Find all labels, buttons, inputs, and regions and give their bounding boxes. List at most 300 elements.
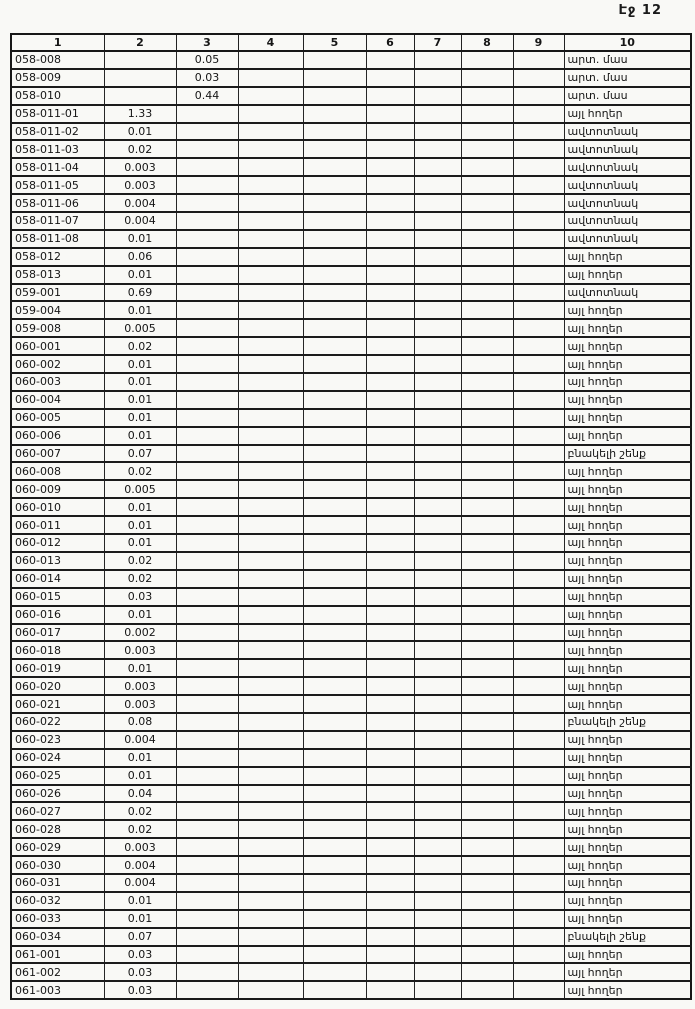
cell-code: 060-012 [11, 534, 104, 552]
cell-code: 058-013 [11, 266, 104, 284]
cell-empty [366, 624, 414, 642]
cell-empty [303, 910, 366, 928]
cell-empty [414, 498, 461, 516]
cell-value: 0.004 [104, 874, 176, 892]
cell-empty [461, 892, 513, 910]
cell-empty [176, 802, 238, 820]
cell-empty [238, 373, 303, 391]
cell-value: 0.01 [104, 606, 176, 624]
cell-land-use: այլ հողեր [564, 767, 691, 785]
table-row [11, 838, 691, 856]
cell-empty [366, 194, 414, 212]
cell-value: 0.005 [104, 480, 176, 498]
cell-land-use: այլ հողեր [564, 534, 691, 552]
cell-empty [176, 516, 238, 534]
table-row [11, 391, 691, 409]
table-row [11, 820, 691, 838]
cell-empty [461, 731, 513, 749]
cell-empty [513, 677, 564, 695]
cell-empty [461, 194, 513, 212]
cell-empty [303, 51, 366, 69]
cell-land-use: այլ հողեր [564, 105, 691, 123]
table-row [11, 928, 691, 946]
cell-empty [414, 785, 461, 803]
cell-empty [414, 963, 461, 981]
cell-empty [238, 427, 303, 445]
cell-value: 0.01 [104, 910, 176, 928]
cell-empty [238, 498, 303, 516]
cell-value: 0.01 [104, 892, 176, 910]
table-row [11, 69, 691, 87]
cell-empty [303, 337, 366, 355]
cell-code: 060-014 [11, 570, 104, 588]
cell-empty [238, 624, 303, 642]
cell-empty [238, 409, 303, 427]
cell-empty [366, 337, 414, 355]
cell-land-use: այլ հողեր [564, 301, 691, 319]
cell-empty [176, 284, 238, 302]
cell-land-use: այլ հողեր [564, 480, 691, 498]
cell-code: 060-007 [11, 445, 104, 463]
cell-empty [414, 838, 461, 856]
cell-empty [414, 123, 461, 141]
table-row [11, 176, 691, 194]
cell-empty [366, 51, 414, 69]
cell-empty [513, 373, 564, 391]
cell-empty [513, 767, 564, 785]
cell-value: 0.01 [104, 373, 176, 391]
cell-empty [461, 802, 513, 820]
cell-empty [366, 391, 414, 409]
cell-empty [513, 230, 564, 248]
cell-empty [366, 928, 414, 946]
cell-empty [366, 462, 414, 480]
table-row [11, 373, 691, 391]
cell-empty [513, 928, 564, 946]
cell-empty [366, 480, 414, 498]
cell-code: 061-003 [11, 981, 104, 999]
table-row [11, 892, 691, 910]
cell-empty [104, 69, 176, 87]
cell-empty [366, 158, 414, 176]
cell-code: 060-023 [11, 731, 104, 749]
cell-empty [461, 337, 513, 355]
cell-code: 060-005 [11, 409, 104, 427]
table-row [11, 480, 691, 498]
cell-empty [513, 713, 564, 731]
cell-value: 0.01 [104, 123, 176, 141]
table-row [11, 856, 691, 874]
table-row [11, 248, 691, 266]
cell-empty [238, 659, 303, 677]
cell-empty [303, 677, 366, 695]
cell-land-use: ավտոտնակ [564, 212, 691, 230]
cell-empty [176, 606, 238, 624]
cell-empty [176, 391, 238, 409]
cell-empty [176, 123, 238, 141]
cell-empty [176, 981, 238, 999]
table-row [11, 588, 691, 606]
cell-empty [366, 230, 414, 248]
cell-empty [414, 946, 461, 964]
cell-empty [238, 802, 303, 820]
cell-empty [238, 445, 303, 463]
cell-empty [303, 981, 366, 999]
cell-empty [513, 105, 564, 123]
table-row [11, 87, 691, 105]
cell-empty [176, 695, 238, 713]
cell-empty [366, 373, 414, 391]
cell-empty [461, 140, 513, 158]
column-header: 6 [366, 34, 414, 51]
cell-empty [461, 373, 513, 391]
cell-value: 0.01 [104, 230, 176, 248]
cell-empty [238, 284, 303, 302]
cell-empty [461, 695, 513, 713]
cell-empty [461, 749, 513, 767]
column-header: 3 [176, 34, 238, 51]
cell-code: 061-002 [11, 963, 104, 981]
cell-land-use: արտ. մաս [564, 69, 691, 87]
page-number: Էջ 12 [618, 3, 662, 18]
cell-code: 060-008 [11, 462, 104, 480]
cell-code: 059-001 [11, 284, 104, 302]
cell-empty [513, 69, 564, 87]
cell-empty [513, 874, 564, 892]
cell-empty [238, 158, 303, 176]
cell-value: 0.02 [104, 570, 176, 588]
table-header-row [11, 34, 691, 51]
cell-code: 058-011-07 [11, 212, 104, 230]
cell-empty [303, 230, 366, 248]
cell-empty [414, 158, 461, 176]
cell-empty [303, 749, 366, 767]
cell-land-use: այլ հողեր [564, 552, 691, 570]
cell-empty [513, 695, 564, 713]
cell-empty [461, 713, 513, 731]
table-row [11, 874, 691, 892]
cell-empty [513, 946, 564, 964]
column-header: 9 [513, 34, 564, 51]
cell-empty [461, 427, 513, 445]
cell-empty [366, 105, 414, 123]
cell-empty [414, 928, 461, 946]
cell-empty [513, 910, 564, 928]
cell-code: 060-026 [11, 785, 104, 803]
cell-code: 060-022 [11, 713, 104, 731]
cell-empty [176, 445, 238, 463]
cell-empty [366, 248, 414, 266]
cell-value: 0.02 [104, 462, 176, 480]
cell-empty [176, 498, 238, 516]
cell-empty [238, 176, 303, 194]
cell-empty [513, 534, 564, 552]
cell-land-use: այլ հողեր [564, 677, 691, 695]
cell-code: 060-021 [11, 695, 104, 713]
cell-code: 060-013 [11, 552, 104, 570]
cell-empty [303, 570, 366, 588]
cell-empty [176, 856, 238, 874]
cell-empty [303, 516, 366, 534]
cell-empty [176, 767, 238, 785]
cell-empty [414, 301, 461, 319]
cell-empty [238, 838, 303, 856]
cell-land-use: այլ հողեր [564, 946, 691, 964]
cell-empty [303, 802, 366, 820]
cell-land-use: այլ հողեր [564, 391, 691, 409]
cell-empty [513, 194, 564, 212]
cell-empty [176, 624, 238, 642]
table-row [11, 266, 691, 284]
cell-code: 060-010 [11, 498, 104, 516]
cell-empty [414, 534, 461, 552]
cell-empty [414, 445, 461, 463]
cell-empty [176, 337, 238, 355]
cell-empty [414, 624, 461, 642]
cell-code: 060-011 [11, 516, 104, 534]
cell-empty [461, 838, 513, 856]
cell-empty [513, 963, 564, 981]
cell-empty [303, 963, 366, 981]
cell-land-use: այլ հողեր [564, 516, 691, 534]
cell-empty [303, 856, 366, 874]
cell-empty [414, 570, 461, 588]
cell-empty [461, 767, 513, 785]
cell-empty [513, 498, 564, 516]
cell-code: 060-009 [11, 480, 104, 498]
cell-empty [414, 230, 461, 248]
cell-empty [366, 749, 414, 767]
cell-empty [513, 462, 564, 480]
cell-value: 0.003 [104, 641, 176, 659]
data-table [10, 33, 692, 1000]
cell-empty [461, 785, 513, 803]
cell-empty [461, 319, 513, 337]
table-row [11, 105, 691, 123]
cell-empty [461, 874, 513, 892]
cell-empty [176, 838, 238, 856]
cell-empty [238, 480, 303, 498]
cell-code: 060-020 [11, 677, 104, 695]
cell-code: 058-011-04 [11, 158, 104, 176]
cell-empty [414, 981, 461, 999]
cell-land-use: այլ հողեր [564, 910, 691, 928]
cell-empty [238, 552, 303, 570]
cell-value: 0.003 [104, 158, 176, 176]
cell-land-use: այլ հողեր [564, 570, 691, 588]
cell-empty [513, 319, 564, 337]
table-row [11, 427, 691, 445]
cell-empty [513, 624, 564, 642]
cell-code: 060-025 [11, 767, 104, 785]
cell-empty [461, 856, 513, 874]
cell-empty [303, 534, 366, 552]
cell-empty [176, 373, 238, 391]
cell-empty [414, 176, 461, 194]
column-header: 4 [238, 34, 303, 51]
cell-empty [414, 87, 461, 105]
table-row [11, 910, 691, 928]
cell-empty [238, 695, 303, 713]
cell-land-use: ավտոտնակ [564, 230, 691, 248]
cell-empty [366, 963, 414, 981]
cell-value: 0.01 [104, 516, 176, 534]
cell-empty [461, 606, 513, 624]
table-row [11, 284, 691, 302]
cell-empty [303, 946, 366, 964]
cell-empty [366, 802, 414, 820]
cell-empty [414, 749, 461, 767]
cell-empty [414, 713, 461, 731]
cell-value: 0.004 [104, 194, 176, 212]
cell-empty [366, 552, 414, 570]
cell-empty [176, 534, 238, 552]
cell-empty [366, 946, 414, 964]
cell-land-use: բնակելի շենք [564, 928, 691, 946]
cell-value: 0.03 [104, 981, 176, 999]
table-row [11, 462, 691, 480]
cell-empty [366, 856, 414, 874]
cell-value: 0.69 [104, 284, 176, 302]
cell-empty [303, 838, 366, 856]
cell-empty [366, 409, 414, 427]
cell-empty [176, 641, 238, 659]
cell-empty [414, 588, 461, 606]
cell-land-use: այլ հողեր [564, 266, 691, 284]
cell-code: 058-010 [11, 87, 104, 105]
table-body [11, 51, 691, 999]
cell-empty [366, 355, 414, 373]
cell-empty [461, 570, 513, 588]
cell-empty [176, 409, 238, 427]
cell-empty [238, 391, 303, 409]
table-row [11, 767, 691, 785]
cell-empty [414, 659, 461, 677]
table-row [11, 802, 691, 820]
cell-empty [414, 874, 461, 892]
cell-empty [513, 856, 564, 874]
cell-value: 0.003 [104, 677, 176, 695]
cell-empty [303, 123, 366, 141]
table-row [11, 123, 691, 141]
cell-empty [366, 87, 414, 105]
cell-empty [414, 391, 461, 409]
cell-empty [461, 123, 513, 141]
cell-empty [461, 409, 513, 427]
cell-land-use: արտ. մաս [564, 51, 691, 69]
cell-empty [238, 319, 303, 337]
cell-empty [104, 87, 176, 105]
cell-empty [366, 677, 414, 695]
cell-empty [238, 140, 303, 158]
cell-value: 0.01 [104, 266, 176, 284]
cell-empty [513, 570, 564, 588]
cell-empty [461, 624, 513, 642]
cell-empty [238, 874, 303, 892]
cell-empty [303, 928, 366, 946]
cell-empty [461, 284, 513, 302]
cell-empty [366, 981, 414, 999]
cell-empty [513, 266, 564, 284]
cell-value: 0.005 [104, 319, 176, 337]
cell-empty [238, 928, 303, 946]
table-row [11, 641, 691, 659]
cell-empty [238, 588, 303, 606]
cell-empty [513, 123, 564, 141]
cell-empty [366, 445, 414, 463]
cell-land-use: այլ հողեր [564, 498, 691, 516]
table-row [11, 534, 691, 552]
table-row [11, 570, 691, 588]
cell-empty [461, 981, 513, 999]
cell-empty [366, 534, 414, 552]
cell-empty [513, 87, 564, 105]
cell-code: 060-027 [11, 802, 104, 820]
table-row [11, 963, 691, 981]
cell-empty [461, 248, 513, 266]
cell-empty [414, 910, 461, 928]
cell-land-use: այլ հողեր [564, 838, 691, 856]
cell-empty [176, 355, 238, 373]
cell-land-use: արտ. մաս [564, 87, 691, 105]
cell-empty [238, 516, 303, 534]
cell-empty [238, 892, 303, 910]
cell-empty [366, 69, 414, 87]
cell-code: 060-019 [11, 659, 104, 677]
cell-value: 0.003 [104, 176, 176, 194]
cell-empty [461, 51, 513, 69]
column-header: 2 [104, 34, 176, 51]
cell-value: 0.004 [104, 212, 176, 230]
table-row [11, 409, 691, 427]
cell-empty [238, 820, 303, 838]
cell-empty [176, 928, 238, 946]
cell-empty [513, 391, 564, 409]
cell-empty [238, 534, 303, 552]
cell-empty [176, 462, 238, 480]
cell-value: 0.004 [104, 731, 176, 749]
cell-land-use: ավտոտնակ [564, 176, 691, 194]
cell-value: 0.02 [104, 552, 176, 570]
cell-empty [461, 928, 513, 946]
cell-land-use: բնակելի շենք [564, 445, 691, 463]
cell-empty [513, 140, 564, 158]
cell-land-use: բնակելի շենք [564, 713, 691, 731]
cell-empty [461, 230, 513, 248]
cell-empty [238, 606, 303, 624]
cell-empty [176, 194, 238, 212]
cell-code: 061-001 [11, 946, 104, 964]
cell-value: 0.06 [104, 248, 176, 266]
table-row [11, 659, 691, 677]
cell-empty [461, 87, 513, 105]
cell-value: 1.33 [104, 105, 176, 123]
cell-empty [176, 427, 238, 445]
table-row [11, 749, 691, 767]
cell-code: 060-030 [11, 856, 104, 874]
cell-land-use: այլ հողեր [564, 624, 691, 642]
cell-empty [461, 176, 513, 194]
cell-empty [303, 176, 366, 194]
cell-empty [238, 981, 303, 999]
table-row [11, 51, 691, 69]
cell-empty [513, 588, 564, 606]
cell-empty [461, 516, 513, 534]
cell-empty [513, 284, 564, 302]
cell-code: 060-006 [11, 427, 104, 445]
cell-empty [303, 462, 366, 480]
cell-empty [303, 641, 366, 659]
